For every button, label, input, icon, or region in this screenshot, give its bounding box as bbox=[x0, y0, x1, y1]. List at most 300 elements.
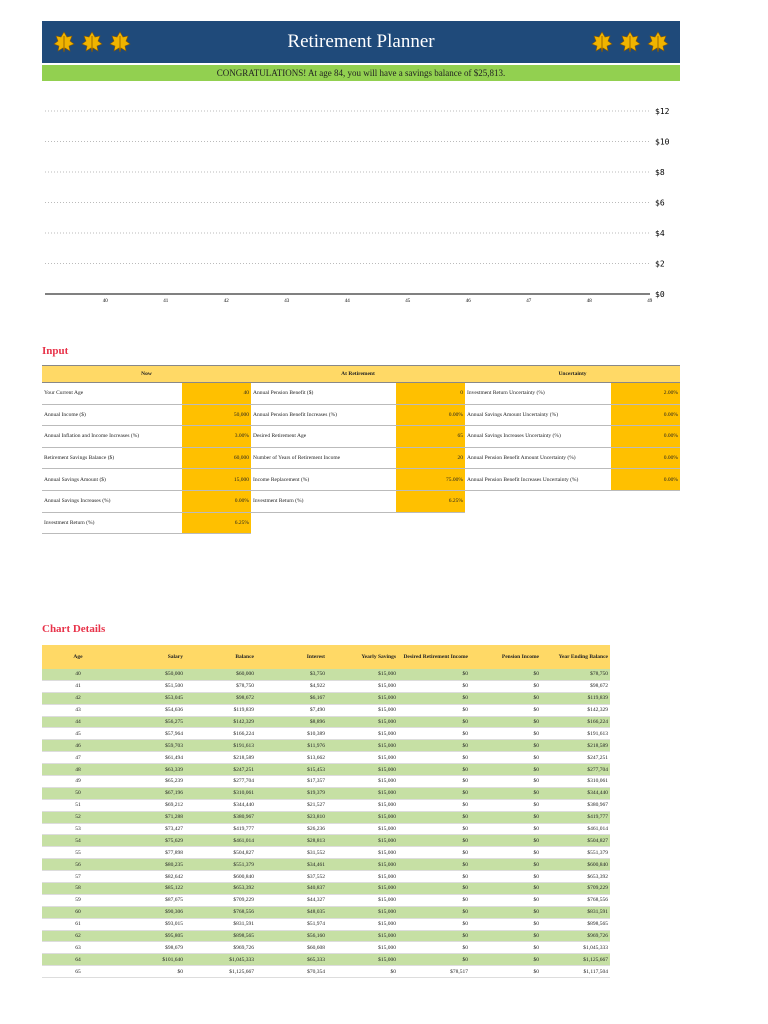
table-cell: $51,500 bbox=[114, 680, 185, 692]
table-cell: $15,000 bbox=[327, 847, 398, 859]
table-cell: $0 bbox=[398, 918, 470, 930]
table-cell: $75,629 bbox=[114, 835, 185, 847]
column-header: Year Ending Balance bbox=[541, 645, 610, 669]
right-leaf-icons bbox=[590, 21, 670, 63]
table-cell: $380,967 bbox=[541, 799, 610, 811]
table-cell: $0 bbox=[398, 680, 470, 692]
empty-cell bbox=[465, 512, 611, 534]
table-cell: $37,552 bbox=[256, 871, 327, 883]
table-cell: $60,000 bbox=[185, 669, 256, 680]
table-cell: $247,251 bbox=[541, 752, 610, 764]
input-value-field[interactable]: 0.00% bbox=[611, 447, 680, 469]
table-cell: $119,839 bbox=[185, 704, 256, 716]
table-cell: $13,662 bbox=[256, 752, 327, 764]
table-cell: $166,224 bbox=[541, 716, 610, 728]
table-cell: $969,726 bbox=[541, 930, 610, 942]
table-cell: $600,840 bbox=[541, 859, 610, 871]
column-header: Yearly Savings bbox=[327, 645, 398, 669]
table-cell: $0 bbox=[398, 799, 470, 811]
table-row bbox=[42, 906, 610, 918]
table-cell: $380,967 bbox=[185, 811, 256, 823]
table-cell: $8,896 bbox=[256, 716, 327, 728]
table-cell: 58 bbox=[42, 883, 114, 895]
table-row bbox=[42, 752, 610, 764]
table-row bbox=[42, 716, 610, 728]
table-cell: $69,212 bbox=[114, 799, 185, 811]
table-cell: $80,235 bbox=[114, 859, 185, 871]
table-row bbox=[42, 776, 610, 788]
table-cell: $98,672 bbox=[185, 692, 256, 704]
table-cell: 43 bbox=[42, 704, 114, 716]
table-cell: 45 bbox=[42, 728, 114, 740]
table-row bbox=[42, 669, 610, 680]
table-cell: $0 bbox=[470, 906, 541, 918]
table-cell: $0 bbox=[470, 776, 541, 788]
input-label: Number of Years of Retirement Income bbox=[251, 447, 396, 469]
table-cell: $15,000 bbox=[327, 906, 398, 918]
input-row bbox=[42, 404, 680, 426]
chart-details-section-title: Chart Details bbox=[42, 623, 106, 635]
table-cell: 49 bbox=[42, 776, 114, 788]
input-header-at-retirement: At Retirement bbox=[251, 366, 465, 383]
table-cell: $419,777 bbox=[541, 811, 610, 823]
table-cell: $15,000 bbox=[327, 787, 398, 799]
table-cell: $0 bbox=[470, 752, 541, 764]
empty-cell bbox=[465, 490, 611, 512]
input-label: Annual Savings Amount Uncertainty (%) bbox=[465, 404, 611, 426]
input-header-uncertainty: Uncertainty bbox=[465, 366, 680, 383]
table-cell: $0 bbox=[470, 835, 541, 847]
table-cell: $15,000 bbox=[327, 942, 398, 954]
y-tick-label: $10 bbox=[655, 137, 670, 147]
x-tick-label: 45 bbox=[405, 299, 411, 304]
table-cell: $419,777 bbox=[185, 823, 256, 835]
table-cell: $277,704 bbox=[541, 764, 610, 776]
table-cell: $0 bbox=[470, 966, 541, 978]
input-value-field[interactable]: 0.00% bbox=[396, 404, 465, 426]
y-tick-label: $0 bbox=[655, 290, 665, 299]
x-tick-label: 46 bbox=[465, 299, 471, 304]
input-label: Income Replacement (%) bbox=[251, 469, 396, 491]
table-cell: 50 bbox=[42, 787, 114, 799]
table-cell: $551,379 bbox=[541, 847, 610, 859]
input-row bbox=[42, 426, 680, 448]
table-cell: $0 bbox=[470, 680, 541, 692]
x-tick-label: 44 bbox=[344, 299, 350, 304]
input-value-field[interactable]: 6.25% bbox=[182, 512, 251, 534]
table-cell: $40,837 bbox=[256, 883, 327, 895]
input-value-field[interactable]: 2.00% bbox=[611, 383, 680, 405]
table-cell: $56,275 bbox=[114, 716, 185, 728]
table-cell: $0 bbox=[398, 823, 470, 835]
table-cell: $15,000 bbox=[327, 776, 398, 788]
table-cell: $0 bbox=[398, 811, 470, 823]
table-cell: $98,679 bbox=[114, 942, 185, 954]
table-row bbox=[42, 787, 610, 799]
input-value-field[interactable]: 0.00% bbox=[611, 469, 680, 491]
y-tick-label: $2 bbox=[655, 259, 665, 269]
table-cell: $56,160 bbox=[256, 930, 327, 942]
leaf-icon bbox=[590, 30, 614, 54]
table-cell: $969,726 bbox=[185, 942, 256, 954]
table-cell: $310,061 bbox=[185, 787, 256, 799]
table-cell: $50,000 bbox=[114, 669, 185, 680]
leaf-icon bbox=[646, 30, 670, 54]
table-cell: $0 bbox=[470, 918, 541, 930]
input-label: Annual Income ($) bbox=[42, 404, 182, 426]
table-cell: $31,552 bbox=[256, 847, 327, 859]
input-label: Annual Savings Amount ($) bbox=[42, 469, 182, 491]
table-cell: $23,810 bbox=[256, 811, 327, 823]
table-cell: $0 bbox=[398, 906, 470, 918]
table-cell: $21,527 bbox=[256, 799, 327, 811]
table-cell: $1,045,333 bbox=[541, 942, 610, 954]
table-row bbox=[42, 930, 610, 942]
table-cell: $15,000 bbox=[327, 799, 398, 811]
table-cell: $0 bbox=[470, 799, 541, 811]
input-value-field[interactable]: 0.00% bbox=[611, 404, 680, 426]
table-cell: $101,640 bbox=[114, 954, 185, 966]
input-label: Annual Savings Increases Uncertainty (%) bbox=[465, 426, 611, 448]
empty-cell bbox=[611, 512, 680, 534]
table-cell: $34,461 bbox=[256, 859, 327, 871]
table-cell: $3,750 bbox=[256, 669, 327, 680]
input-label: Annual Savings Increases (%) bbox=[42, 490, 182, 512]
table-cell: $709,229 bbox=[185, 894, 256, 906]
empty-cell bbox=[396, 512, 465, 534]
table-cell: $82,642 bbox=[114, 871, 185, 883]
input-label: Desired Retirement Age bbox=[251, 426, 396, 448]
table-cell: $65,333 bbox=[256, 954, 327, 966]
table-cell: $831,591 bbox=[541, 906, 610, 918]
table-cell: $77,898 bbox=[114, 847, 185, 859]
chart-details-table bbox=[42, 645, 610, 978]
table-cell: $15,453 bbox=[256, 764, 327, 776]
column-header: Salary bbox=[114, 645, 185, 669]
table-cell: 46 bbox=[42, 740, 114, 752]
table-cell: $0 bbox=[398, 716, 470, 728]
table-row bbox=[42, 680, 610, 692]
input-value-field[interactable]: 0.00% bbox=[611, 426, 680, 448]
table-cell: $461,014 bbox=[185, 835, 256, 847]
table-cell: $4,922 bbox=[256, 680, 327, 692]
table-cell: 44 bbox=[42, 716, 114, 728]
table-cell: 64 bbox=[42, 954, 114, 966]
table-cell: $15,000 bbox=[327, 871, 398, 883]
table-row bbox=[42, 966, 610, 978]
table-cell: $0 bbox=[470, 740, 541, 752]
table-row bbox=[42, 799, 610, 811]
table-cell: $98,672 bbox=[541, 680, 610, 692]
table-cell: 55 bbox=[42, 847, 114, 859]
table-cell: 59 bbox=[42, 894, 114, 906]
table-cell: $70,354 bbox=[256, 966, 327, 978]
table-cell: $26,236 bbox=[256, 823, 327, 835]
input-label: Annual Pension Benefit ($) bbox=[251, 383, 396, 405]
input-label: Investment Return (%) bbox=[251, 490, 396, 512]
table-cell: $310,061 bbox=[541, 776, 610, 788]
table-cell: $71,288 bbox=[114, 811, 185, 823]
table-cell: $15,000 bbox=[327, 930, 398, 942]
table-cell: $0 bbox=[398, 942, 470, 954]
table-cell: $0 bbox=[470, 764, 541, 776]
leaf-icon bbox=[80, 30, 104, 54]
table-cell: $0 bbox=[398, 954, 470, 966]
table-cell: $0 bbox=[398, 740, 470, 752]
table-cell: $15,000 bbox=[327, 811, 398, 823]
table-cell: 48 bbox=[42, 764, 114, 776]
table-cell: $1,117,504 bbox=[541, 966, 610, 978]
table-row bbox=[42, 811, 610, 823]
table-cell: 54 bbox=[42, 835, 114, 847]
leaf-icon bbox=[618, 30, 642, 54]
table-row bbox=[42, 764, 610, 776]
input-value-field[interactable]: 75.00% bbox=[396, 469, 465, 491]
table-cell: $0 bbox=[398, 728, 470, 740]
input-row bbox=[42, 469, 680, 491]
table-cell: $0 bbox=[470, 871, 541, 883]
column-header: Age bbox=[42, 645, 114, 669]
y-tick-label: $12 bbox=[655, 107, 670, 116]
input-row bbox=[42, 490, 680, 512]
table-cell: $15,000 bbox=[327, 752, 398, 764]
savings-chart bbox=[0, 95, 768, 310]
table-cell: $768,556 bbox=[541, 894, 610, 906]
header-banner bbox=[42, 21, 680, 63]
left-leaf-icons bbox=[52, 21, 132, 63]
table-cell: $15,000 bbox=[327, 764, 398, 776]
table-cell: $653,392 bbox=[185, 883, 256, 895]
table-cell: $0 bbox=[470, 704, 541, 716]
table-cell: $15,000 bbox=[327, 716, 398, 728]
table-row bbox=[42, 704, 610, 716]
empty-cell bbox=[611, 490, 680, 512]
table-cell: 41 bbox=[42, 680, 114, 692]
table-cell: $53,045 bbox=[114, 692, 185, 704]
x-tick-label: 43 bbox=[284, 299, 290, 304]
table-cell: $85,122 bbox=[114, 883, 185, 895]
table-cell: $51,974 bbox=[256, 918, 327, 930]
table-cell: $6,167 bbox=[256, 692, 327, 704]
input-label: Annual Pension Benefit Amount Uncertainty (%) bbox=[465, 447, 611, 469]
table-row bbox=[42, 823, 610, 835]
table-cell: $0 bbox=[398, 835, 470, 847]
table-cell: $0 bbox=[470, 894, 541, 906]
table-cell: $73,427 bbox=[114, 823, 185, 835]
table-cell: $15,000 bbox=[327, 669, 398, 680]
input-label: Your Current Age bbox=[42, 383, 182, 405]
table-cell: $90,306 bbox=[114, 906, 185, 918]
table-cell: $1,125,667 bbox=[541, 954, 610, 966]
table-cell: $15,000 bbox=[327, 859, 398, 871]
table-cell: $142,329 bbox=[185, 716, 256, 728]
table-cell: $67,196 bbox=[114, 787, 185, 799]
table-row bbox=[42, 894, 610, 906]
table-cell: 65 bbox=[42, 966, 114, 978]
table-cell: 51 bbox=[42, 799, 114, 811]
table-row bbox=[42, 954, 610, 966]
table-cell: $0 bbox=[398, 871, 470, 883]
table-row bbox=[42, 883, 610, 895]
table-cell: $0 bbox=[398, 776, 470, 788]
table-cell: $504,827 bbox=[185, 847, 256, 859]
table-cell: $344,440 bbox=[185, 799, 256, 811]
input-value-field[interactable]: 0 bbox=[396, 383, 465, 405]
table-cell: $28,813 bbox=[256, 835, 327, 847]
input-header-now: Now bbox=[42, 366, 251, 383]
table-cell: 52 bbox=[42, 811, 114, 823]
table-cell: $15,000 bbox=[327, 954, 398, 966]
table-cell: $191,613 bbox=[185, 740, 256, 752]
input-value-field[interactable]: 65 bbox=[396, 426, 465, 448]
table-cell: $15,000 bbox=[327, 823, 398, 835]
table-cell: $0 bbox=[398, 859, 470, 871]
input-value-field[interactable]: 0.00% bbox=[182, 490, 251, 512]
table-cell: $0 bbox=[470, 669, 541, 680]
table-cell: $93,015 bbox=[114, 918, 185, 930]
table-cell: $898,565 bbox=[185, 930, 256, 942]
column-header: Pension Income bbox=[470, 645, 541, 669]
table-cell: $461,014 bbox=[541, 823, 610, 835]
table-cell: $831,591 bbox=[185, 918, 256, 930]
table-cell: $218,589 bbox=[185, 752, 256, 764]
table-cell: $191,613 bbox=[541, 728, 610, 740]
column-header: Desired Retirement Income bbox=[398, 645, 470, 669]
table-cell: $0 bbox=[398, 894, 470, 906]
table-cell: $768,556 bbox=[185, 906, 256, 918]
table-cell: 56 bbox=[42, 859, 114, 871]
table-row bbox=[42, 859, 610, 871]
table-cell: $0 bbox=[327, 966, 398, 978]
table-cell: $10,389 bbox=[256, 728, 327, 740]
input-section-title: Input bbox=[42, 345, 69, 357]
page-title: Retirement Planner bbox=[287, 31, 435, 52]
table-cell: $15,000 bbox=[327, 918, 398, 930]
table-cell: $898,565 bbox=[541, 918, 610, 930]
x-tick-label: 42 bbox=[223, 299, 229, 304]
y-tick-label: $6 bbox=[655, 198, 665, 208]
table-cell: $78,750 bbox=[185, 680, 256, 692]
table-cell: $0 bbox=[470, 728, 541, 740]
table-cell: $15,000 bbox=[327, 704, 398, 716]
table-row bbox=[42, 728, 610, 740]
column-header: Balance bbox=[185, 645, 256, 669]
table-cell: $0 bbox=[470, 942, 541, 954]
leaf-icon bbox=[52, 30, 76, 54]
input-value-field[interactable]: 3.00% bbox=[182, 426, 251, 448]
table-cell: $0 bbox=[470, 954, 541, 966]
table-cell: $344,440 bbox=[541, 787, 610, 799]
table-cell: $59,703 bbox=[114, 740, 185, 752]
table-cell: $709,229 bbox=[541, 883, 610, 895]
table-cell: 40 bbox=[42, 669, 114, 680]
y-tick-label: $4 bbox=[655, 229, 665, 238]
table-row bbox=[42, 835, 610, 847]
table-cell: $95,805 bbox=[114, 930, 185, 942]
table-cell: $78,517 bbox=[398, 966, 470, 978]
table-cell: $0 bbox=[398, 847, 470, 859]
table-row bbox=[42, 740, 610, 752]
table-cell: $218,589 bbox=[541, 740, 610, 752]
table-cell: $0 bbox=[398, 764, 470, 776]
table-cell: $78,750 bbox=[541, 669, 610, 680]
table-cell: $1,045,333 bbox=[185, 954, 256, 966]
table-cell: $0 bbox=[470, 811, 541, 823]
x-tick-label: 49 bbox=[647, 299, 653, 304]
table-cell: $61,494 bbox=[114, 752, 185, 764]
table-cell: 47 bbox=[42, 752, 114, 764]
table-cell: 53 bbox=[42, 823, 114, 835]
table-row bbox=[42, 692, 610, 704]
table-cell: $0 bbox=[470, 930, 541, 942]
table-cell: $653,392 bbox=[541, 871, 610, 883]
input-value-field[interactable]: 20 bbox=[396, 447, 465, 469]
input-label: Annual Inflation and Income Increases (%) bbox=[42, 426, 182, 448]
table-cell: $15,000 bbox=[327, 894, 398, 906]
table-cell: $0 bbox=[470, 823, 541, 835]
table-cell: $15,000 bbox=[327, 692, 398, 704]
table-cell: $15,000 bbox=[327, 835, 398, 847]
table-cell: $504,827 bbox=[541, 835, 610, 847]
table-cell: $0 bbox=[398, 883, 470, 895]
table-cell: $0 bbox=[470, 883, 541, 895]
table-row bbox=[42, 847, 610, 859]
table-cell: $166,224 bbox=[185, 728, 256, 740]
table-cell: $0 bbox=[470, 692, 541, 704]
table-cell: $0 bbox=[114, 966, 185, 978]
table-cell: $44,327 bbox=[256, 894, 327, 906]
input-table bbox=[42, 365, 680, 534]
table-cell: $15,000 bbox=[327, 680, 398, 692]
input-value-field[interactable]: 60,000 bbox=[182, 447, 251, 469]
table-cell: $0 bbox=[398, 930, 470, 942]
column-header: Interest bbox=[256, 645, 327, 669]
table-cell: $0 bbox=[470, 847, 541, 859]
input-row bbox=[42, 383, 680, 405]
input-label: Retirement Savings Balance ($) bbox=[42, 447, 182, 469]
table-cell: $17,357 bbox=[256, 776, 327, 788]
table-cell: $600,840 bbox=[185, 871, 256, 883]
table-cell: $15,000 bbox=[327, 728, 398, 740]
leaf-icon bbox=[108, 30, 132, 54]
table-row bbox=[42, 871, 610, 883]
x-tick-label: 48 bbox=[586, 299, 592, 304]
empty-cell bbox=[251, 512, 396, 534]
table-cell: $0 bbox=[470, 716, 541, 728]
input-value-field[interactable]: 40 bbox=[182, 383, 251, 405]
input-value-field[interactable]: 15,000 bbox=[182, 469, 251, 491]
table-row bbox=[42, 918, 610, 930]
table-cell: $0 bbox=[470, 859, 541, 871]
table-cell: $0 bbox=[398, 787, 470, 799]
table-cell: $15,000 bbox=[327, 883, 398, 895]
input-label: Investment Return (%) bbox=[42, 512, 182, 534]
table-cell: $142,329 bbox=[541, 704, 610, 716]
input-value-field[interactable]: 6.25% bbox=[396, 490, 465, 512]
input-value-field[interactable]: 50,000 bbox=[182, 404, 251, 426]
table-cell: $551,379 bbox=[185, 859, 256, 871]
input-label: Annual Pension Benefit Increases (%) bbox=[251, 404, 396, 426]
x-tick-label: 47 bbox=[526, 299, 532, 304]
table-cell: $119,839 bbox=[541, 692, 610, 704]
table-cell: 60 bbox=[42, 906, 114, 918]
x-tick-label: 40 bbox=[102, 299, 108, 304]
table-row bbox=[42, 942, 610, 954]
table-cell: $0 bbox=[398, 692, 470, 704]
table-cell: $0 bbox=[398, 669, 470, 680]
table-cell: $63,339 bbox=[114, 764, 185, 776]
table-cell: 42 bbox=[42, 692, 114, 704]
